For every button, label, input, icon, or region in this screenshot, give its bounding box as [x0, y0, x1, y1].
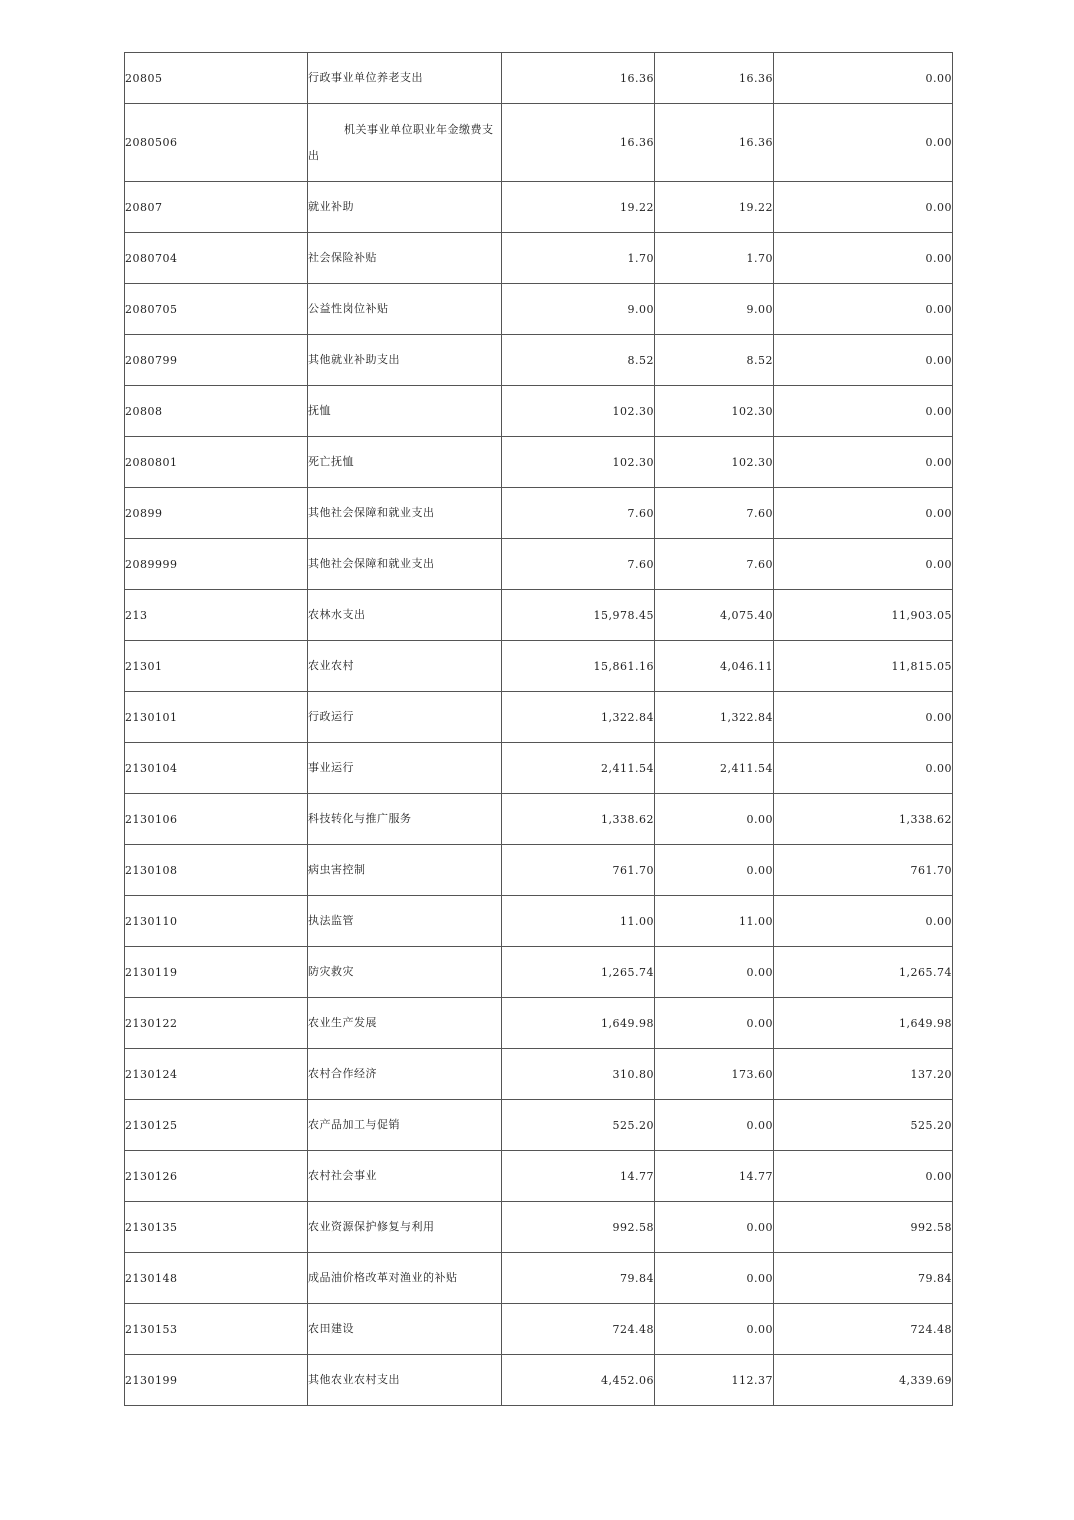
table-row — [125, 437, 953, 488]
basic-cell: 7.60 — [655, 488, 774, 539]
name-cell: 其他就业补助支出 — [308, 335, 502, 386]
total-cell: 102.30 — [502, 437, 655, 488]
total-cell: 8.52 — [502, 335, 655, 386]
total-cell: 4,452.06 — [502, 1355, 655, 1406]
basic-cell: 16.36 — [655, 53, 774, 104]
name-cell: 成品油价格改革对渔业的补贴 — [308, 1253, 502, 1304]
budget-expenditure-table — [124, 52, 953, 1406]
project-cell: 1,265.74 — [774, 947, 953, 998]
name-cell: 农田建设 — [308, 1304, 502, 1355]
table-row — [125, 845, 953, 896]
name-cell: 执法监管 — [308, 896, 502, 947]
basic-cell: 112.37 — [655, 1355, 774, 1406]
code-cell: 2130199 — [125, 1355, 308, 1406]
total-cell: 9.00 — [502, 284, 655, 335]
name-cell: 就业补助 — [308, 182, 502, 233]
name-cell: 农业生产发展 — [308, 998, 502, 1049]
code-cell: 2130104 — [125, 743, 308, 794]
project-cell: 0.00 — [774, 53, 953, 104]
code-cell: 2130101 — [125, 692, 308, 743]
name-cell: 机关事业单位职业年金缴费支出 — [308, 104, 502, 182]
total-cell: 16.36 — [502, 53, 655, 104]
project-cell: 992.58 — [774, 1202, 953, 1253]
table-row — [125, 1304, 953, 1355]
project-cell: 11,903.05 — [774, 590, 953, 641]
project-cell: 0.00 — [774, 896, 953, 947]
name-cell: 农村社会事业 — [308, 1151, 502, 1202]
table-row — [125, 284, 953, 335]
code-cell: 2089999 — [125, 539, 308, 590]
project-cell: 1,649.98 — [774, 998, 953, 1049]
table-row — [125, 386, 953, 437]
table-row — [125, 53, 953, 104]
code-cell: 2080506 — [125, 104, 308, 182]
name-cell: 科技转化与推广服务 — [308, 794, 502, 845]
total-cell: 15,978.45 — [502, 590, 655, 641]
code-cell: 2080799 — [125, 335, 308, 386]
table-row — [125, 1253, 953, 1304]
name-cell: 行政运行 — [308, 692, 502, 743]
basic-cell: 7.60 — [655, 539, 774, 590]
table-row — [125, 896, 953, 947]
project-cell: 0.00 — [774, 386, 953, 437]
code-cell: 2130126 — [125, 1151, 308, 1202]
basic-cell: 173.60 — [655, 1049, 774, 1100]
code-cell: 2130148 — [125, 1253, 308, 1304]
project-cell: 1,338.62 — [774, 794, 953, 845]
table-row — [125, 182, 953, 233]
code-cell: 2130125 — [125, 1100, 308, 1151]
project-cell: 0.00 — [774, 437, 953, 488]
table-row — [125, 692, 953, 743]
total-cell: 1.70 — [502, 233, 655, 284]
table-row — [125, 794, 953, 845]
total-cell: 15,861.16 — [502, 641, 655, 692]
project-cell: 0.00 — [774, 539, 953, 590]
name-cell: 其他社会保障和就业支出 — [308, 539, 502, 590]
basic-cell: 0.00 — [655, 845, 774, 896]
code-cell: 2130124 — [125, 1049, 308, 1100]
name-cell: 农村合作经济 — [308, 1049, 502, 1100]
project-cell: 0.00 — [774, 335, 953, 386]
total-cell: 724.48 — [502, 1304, 655, 1355]
total-cell: 525.20 — [502, 1100, 655, 1151]
basic-cell: 0.00 — [655, 794, 774, 845]
basic-cell: 8.52 — [655, 335, 774, 386]
basic-cell: 0.00 — [655, 1202, 774, 1253]
project-cell: 0.00 — [774, 104, 953, 182]
table-body — [125, 53, 953, 1406]
table-row — [125, 998, 953, 1049]
name-cell: 行政事业单位养老支出 — [308, 53, 502, 104]
project-cell: 0.00 — [774, 233, 953, 284]
basic-cell: 102.30 — [655, 386, 774, 437]
total-cell: 1,265.74 — [502, 947, 655, 998]
table-row — [125, 641, 953, 692]
name-cell: 病虫害控制 — [308, 845, 502, 896]
total-cell: 2,411.54 — [502, 743, 655, 794]
project-cell: 137.20 — [774, 1049, 953, 1100]
total-cell: 102.30 — [502, 386, 655, 437]
name-cell: 农业农村 — [308, 641, 502, 692]
table-row — [125, 1355, 953, 1406]
name-cell: 其他社会保障和就业支出 — [308, 488, 502, 539]
basic-cell: 14.77 — [655, 1151, 774, 1202]
basic-cell: 0.00 — [655, 998, 774, 1049]
table-row — [125, 335, 953, 386]
project-cell: 0.00 — [774, 488, 953, 539]
table-row — [125, 1100, 953, 1151]
basic-cell: 102.30 — [655, 437, 774, 488]
code-cell: 2130153 — [125, 1304, 308, 1355]
basic-cell: 19.22 — [655, 182, 774, 233]
code-cell: 2080801 — [125, 437, 308, 488]
name-cell: 农产品加工与促销 — [308, 1100, 502, 1151]
name-cell: 农林水支出 — [308, 590, 502, 641]
basic-cell: 1.70 — [655, 233, 774, 284]
total-cell: 992.58 — [502, 1202, 655, 1253]
code-cell: 20807 — [125, 182, 308, 233]
total-cell: 16.36 — [502, 104, 655, 182]
basic-cell: 4,075.40 — [655, 590, 774, 641]
table-row — [125, 104, 953, 182]
name-cell: 公益性岗位补贴 — [308, 284, 502, 335]
code-cell: 20899 — [125, 488, 308, 539]
table-row — [125, 743, 953, 794]
basic-cell: 0.00 — [655, 1253, 774, 1304]
total-cell: 14.77 — [502, 1151, 655, 1202]
table-row — [125, 1049, 953, 1100]
total-cell: 1,322.84 — [502, 692, 655, 743]
name-cell: 事业运行 — [308, 743, 502, 794]
code-cell: 2080704 — [125, 233, 308, 284]
project-cell: 724.48 — [774, 1304, 953, 1355]
basic-cell: 9.00 — [655, 284, 774, 335]
project-cell: 525.20 — [774, 1100, 953, 1151]
total-cell: 11.00 — [502, 896, 655, 947]
project-cell: 761.70 — [774, 845, 953, 896]
total-cell: 19.22 — [502, 182, 655, 233]
basic-cell: 0.00 — [655, 1100, 774, 1151]
total-cell: 310.80 — [502, 1049, 655, 1100]
table-row — [125, 1151, 953, 1202]
project-cell: 0.00 — [774, 182, 953, 233]
code-cell: 2130106 — [125, 794, 308, 845]
total-cell: 1,338.62 — [502, 794, 655, 845]
total-cell: 7.60 — [502, 488, 655, 539]
table-row — [125, 947, 953, 998]
code-cell: 20808 — [125, 386, 308, 437]
total-cell: 7.60 — [502, 539, 655, 590]
basic-cell: 1,322.84 — [655, 692, 774, 743]
project-cell: 0.00 — [774, 743, 953, 794]
name-cell: 农业资源保护修复与利用 — [308, 1202, 502, 1253]
basic-cell: 11.00 — [655, 896, 774, 947]
project-cell: 79.84 — [774, 1253, 953, 1304]
table-row — [125, 233, 953, 284]
table-row — [125, 539, 953, 590]
total-cell: 761.70 — [502, 845, 655, 896]
name-cell: 抚恤 — [308, 386, 502, 437]
project-cell: 0.00 — [774, 692, 953, 743]
name-cell: 死亡抚恤 — [308, 437, 502, 488]
table-row — [125, 1202, 953, 1253]
table-row — [125, 590, 953, 641]
code-cell: 2130135 — [125, 1202, 308, 1253]
name-cell: 其他农业农村支出 — [308, 1355, 502, 1406]
basic-cell: 0.00 — [655, 947, 774, 998]
code-cell: 2130122 — [125, 998, 308, 1049]
basic-cell: 16.36 — [655, 104, 774, 182]
basic-cell: 0.00 — [655, 1304, 774, 1355]
project-cell: 0.00 — [774, 284, 953, 335]
code-cell: 2080705 — [125, 284, 308, 335]
project-cell: 4,339.69 — [774, 1355, 953, 1406]
code-cell: 2130119 — [125, 947, 308, 998]
basic-cell: 4,046.11 — [655, 641, 774, 692]
code-cell: 2130108 — [125, 845, 308, 896]
name-cell: 社会保险补贴 — [308, 233, 502, 284]
code-cell: 2130110 — [125, 896, 308, 947]
code-cell: 20805 — [125, 53, 308, 104]
total-cell: 1,649.98 — [502, 998, 655, 1049]
code-cell: 21301 — [125, 641, 308, 692]
code-cell: 213 — [125, 590, 308, 641]
project-cell: 0.00 — [774, 1151, 953, 1202]
table-row — [125, 488, 953, 539]
basic-cell: 2,411.54 — [655, 743, 774, 794]
total-cell: 79.84 — [502, 1253, 655, 1304]
name-cell: 防灾救灾 — [308, 947, 502, 998]
project-cell: 11,815.05 — [774, 641, 953, 692]
